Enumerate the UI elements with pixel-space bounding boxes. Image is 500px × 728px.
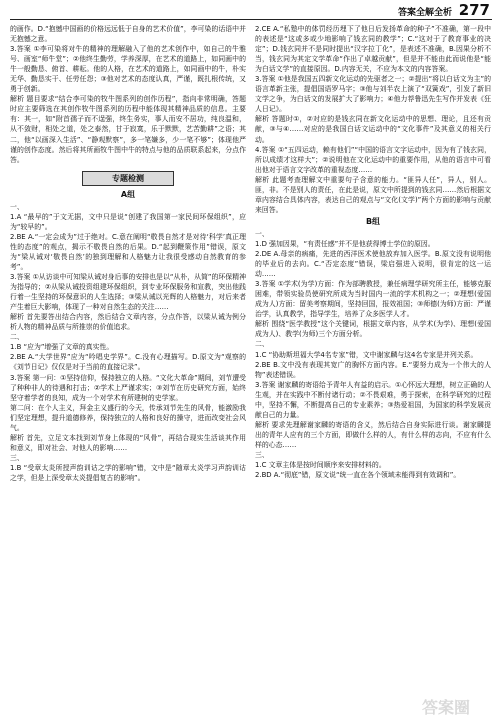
answer-paragraph: 2.BE A.“大学世界”应为“吟唱史学界”。C.没有心理描写。D.原文为“观察的《刘节日记》仅仅是对于当前的直接记录”。 [10,353,246,372]
answer-paragraph: 解析 此题考查理解文中重要句子含意的能力。“匪异人任”，异人，别人。匪，非。不是别人的责任，在此是说，原文中所提到的钱玄同……然后根据文章内容结合具体内容，表达自己的观点与“文化(文学)”两个方面的影响与贡献来回答。 [255,175,491,214]
header-rule [10,19,492,20]
answer-paragraph: 解析 围绕“医学教授”这个关键词，根据文章内容，从学术(为学)、理想(爱国成为人)、教学(为师)三个方面分析。 [255,320,491,339]
page-header [0,0,500,22]
answer-paragraph: 二、 [10,333,24,342]
answer-paragraph: 三、 [10,453,24,462]
answer-paragraph: 的画作。D.“抱憾中国画的价格远远低于自身的艺术价值”，李可染的话语中并无抱憾之意。 [10,25,246,44]
header-label: 答案全解全析 [397,8,452,18]
answer-paragraph: 一、 [255,229,269,238]
answer-paragraph: 2.BE B.文中没有表现其宽广的胸怀方面内容。E.“要努力成为一个伟大的人物”表述错误。 [255,360,491,379]
answer-paragraph: 2.BE A.“一定会成为”过于绝对。C.意在阐明“敬畏自然才是对待‘科学’真正理性的态度”的观点，揭示不敬畏自然的后果。D.“起到鞭策作用”错误，原文为“梁从诫对‘敬畏自然’的独到理解和人格魅力让我很受感动自然教育的参考”。 [10,232,246,271]
answer-paragraph: 1.C 文章主体是按时间顺序来安排材料的。 [255,461,386,470]
group-heading: B组 [365,216,381,226]
page-number: 277 [458,1,490,19]
answer-paragraph: 第二问：在个人主义，拜金主义盛行的今天，传承刘节先生的风骨，能激励我们坚定理想，提升道德修养，保持独立的人格和良好的操守，进而改变社会风气。 [10,403,246,432]
answer-paragraph: 1.B “受章太炎所授声韵训诂之学的影响”错，文中是“随章太炎学习声韵训诂之学，但是上深受章太炎提倡复古的影响”。 [10,463,246,482]
answer-paragraph: 3.答案 ①他是我国五四新文化运动的先驱者之一；②提出“将以白话文为主”的语言革新主张，提倡国语罗马字；③他与刘半农上演了“双簧戏”，引发了新旧文学之争，为白话文的发展扩大了影响力；④他力荐鲁迅先生写作并发表《狂人日记》。 [255,75,491,114]
answer-paragraph: 3.答案 ①从访谈中可知梁从诫对身后事的安排也是以“从朴，从简”的环保精神为指导的；②从梁从诫投资组建环保组织，到专业环保服务和宣教，突出他践行着一生坚持的环保意识的人生选择；③梁从诫以光辉的人格魅力，对后来者产生着巨大影响，体现了一种对自然生态的关注…… [10,273,246,312]
left-column [10,24,246,483]
right-column [255,24,491,480]
answer-paragraph: 一、 [10,202,24,211]
answer-paragraph: 1.C “协助斯坦福大学4名专家”错，文中谢家麟与这4名专家是并列关系。 [255,350,478,359]
answer-paragraph: 3.答案 ①学术(为学)方面：作为部聘教授，兼任病理学研究所主任，能够克服困难，带领实验员使研究所成为当时国内一流的学术机构之一；②理想(爱国成为人)方面：留美考察期间，坚持回国，报效祖国；③师德(为师)方面：严谨治学，认真教学，指导学生，培养了众多医学人才。 [255,280,491,319]
answer-paragraph: 2.BD A.“彻底”错，原文说“统一直在各个领域未能得到有效调和”。 [255,471,461,480]
answer-paragraph: 3.答案 谢家麟的寄语给予青年人有益的启示。①心怀远大理想，树立正确的人生观，并在实践中不断付诸行动；②不畏艰难，勇于探索，在科学研究的过程中，坚持不懈，不断提高自己的专业素养；③热爱祖国，为国家的科学发展贡献自己的力量。 [255,380,491,419]
answer-paragraph: 4.答案 ①“五四运动，赖有他们”“中国的语言文字运动中，因为有了钱玄同，所以成绩才这样大”；②说明他在文化运动中的重要作用，从他的语言中可看出他对于语言文字改革的重视态度…… [255,145,491,174]
answer-paragraph: 解析 答题时①，②对应的是钱玄同在新文化运动中的思想、理论，且还有贡献，③与④……对应的是我国白话文运动中的“文化事件”及其意义的相关行动。 [255,115,491,144]
answer-paragraph: 1.B “应为”增强了文章的真实性。 [10,343,114,352]
group-heading: A组 [120,189,136,199]
answer-paragraph: 1.D 强加因果，“有责任感”并不是他获得博士学位的原因。 [255,239,435,248]
section-banner: 专题检测 [82,171,174,186]
answer-paragraph: 3.答案 ①李可染将对牛的精神的理解融入了他的艺术创作中，如自己的牛雅号、画室“师牛堂”；②他终生勤劳，学养深厚，在艺术的道路上，如同画中的牛一般勤恳、俯首、耕耘。他的人格，在艺术的道路上，如同画中的牛，朴实无华、勤恳实干、任劳任怨；③他对艺术的态度认真，严谨，既扎根传统，又勇于创新。 [10,45,246,94]
answer-paragraph: 解析 首先，立足文本找到刘节身上体现的“风骨”，再结合现实生活谈其作用和意义，即对社会、对他人的影响…… [10,433,246,452]
answer-paragraph: 三、 [255,450,269,459]
watermark-logo: 答案圈 [421,698,470,717]
answer-paragraph: 2.DE A.母亲的病痛，先进的西洋医术使他放弃加入医学。B.原文没有说明他的毕业后的去向。C.“否定态度”错误，梁启强进入说明，很肯定的这一运动…… [255,250,491,279]
answer-paragraph: 3.答案 第一问：①坚持信仰，保持独立的人格。“文化大革命”期间，刘节遭受了种种非人的待遇和打击；②学术上严谨求实；③刘节在历史研究方面，始终坚守着学者的良知，成为一个对学术有所建树的史学家。 [10,373,246,402]
answer-paragraph: 2.CE A.“私塾中的体罚经历埋下了他日后发扬革命的种子”不准确，第一段中的表述是“这或多或少地影响了钱玄同的教学”；C.“这对于了教育事业的决定”；D.钱玄同并不是同时提出“汉字拉丁化”，是表述不准确，B.因果分析不当，钱玄同为其定文学革命“作出了卓越贡献”，但是并不能由此而说他是“能为白话文学”的直接原因。D.内容无关，不应为本文的内容答案。 [255,25,491,74]
answer-paragraph: 解析 首先要答出结合内容，然后结合文章内容，分点作答，以梁从诫为例分析人物的精神品质与所推崇的价值追求。 [10,313,246,332]
answer-paragraph: 1.A “最早的”于文无据，文中只是说“创建了我国第一家民间环保组织”，应为“较早的”。 [10,212,246,231]
answer-paragraph: 解析 要求先理解谢家麟的寄语的含义，然后结合自身实际进行谈。谢家麟提出的青年人应有的三个方面，即做什么样的人，有什么样的志向，不应有什么样的心态…… [255,420,491,449]
answer-paragraph: 二、 [255,340,269,349]
answer-paragraph: 解析 题目要求“结合李可染的牧牛图系列的创作历程”，指向非常明确，答题时应主要筛选在其创作牧牛图系列的历程中能体现其精神品质的信息。主要有：其一，如“附首孺子而不逞强，终生务实，事人而安不居功，纯良温和，从不敛财，相处之道，处之泰然，甘于寂寞，乐于默默，艺苦勤耕”之语；其二，他“以画深入生活”、“静观默察”，多一笔嫌多，少一笔不够”；体现他严谨的创作态度。然后将其所画牧牛图中牛的特点与他的品质联系起来，分点作答。 [10,95,246,164]
